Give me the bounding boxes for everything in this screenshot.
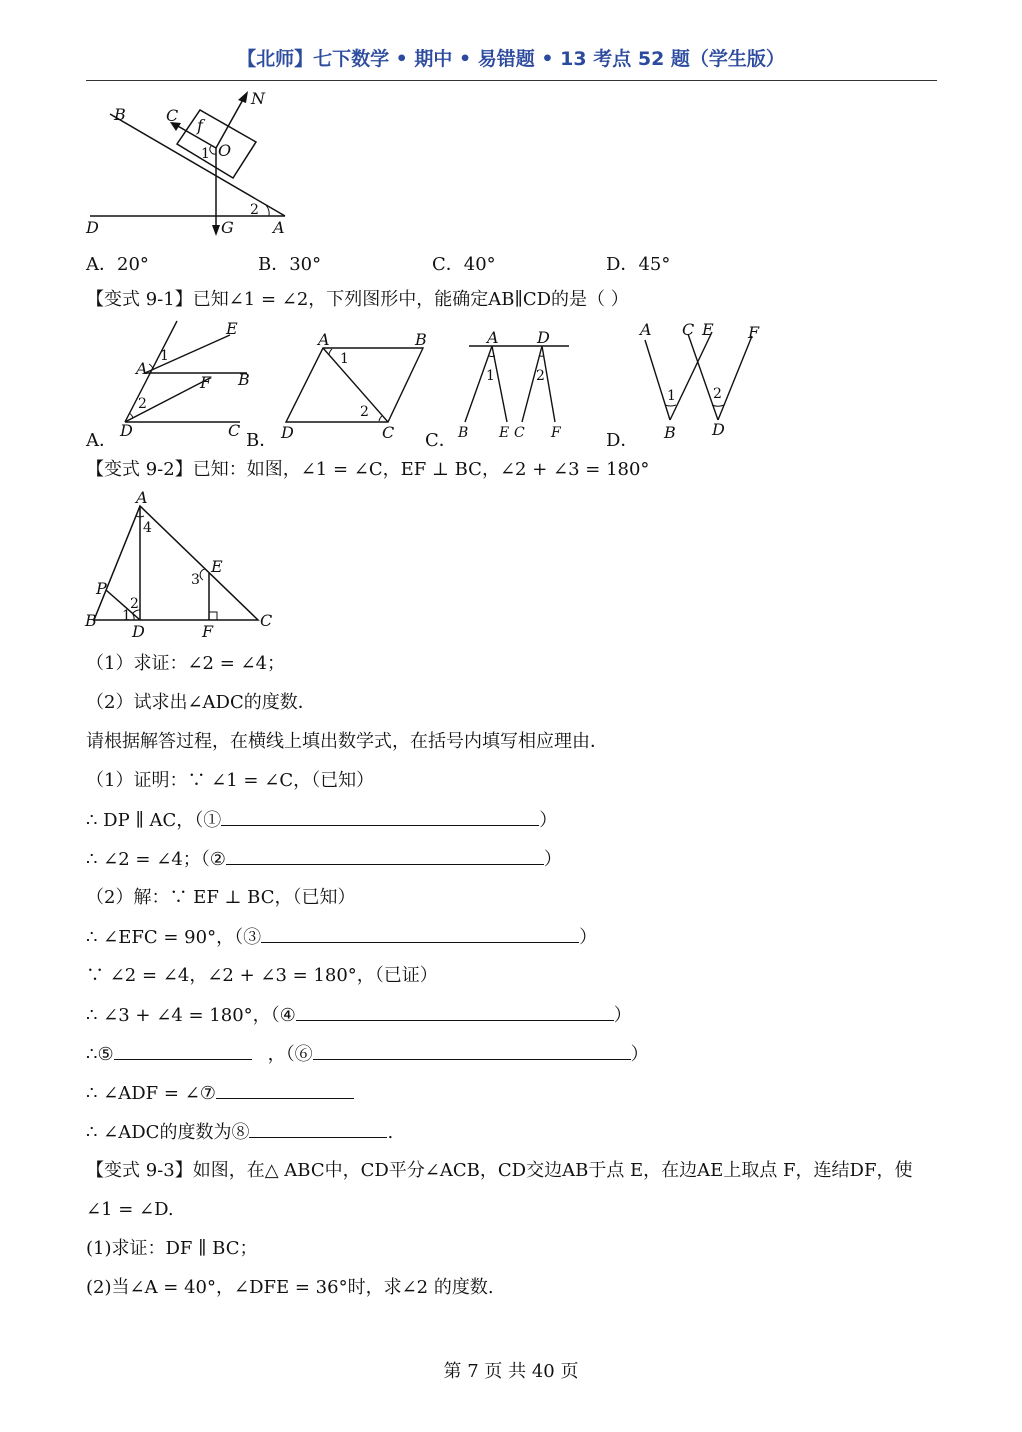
figd-A: A [640,320,652,339]
label-O: O [218,141,232,160]
q9-option-b: B．30° [258,254,322,275]
figa-C: C [228,421,241,440]
figa-1: 1 [160,348,169,364]
figb-B: B [415,330,427,349]
figb-D: D [281,423,294,442]
v92-4: 4 [143,520,152,536]
v92-proof-2: ∴ DP ∥ AC，（① ） [86,807,557,834]
v92-proof-7: ∴ ∠3 + ∠4 = 180°，（④ ） [86,1002,632,1029]
figa-2: 2 [138,396,147,412]
v92-C: C [260,611,273,630]
v92-proof-1: （1）证明：∵ ∠1 = ∠C，（已知） [86,770,375,791]
v92-3: 3 [191,572,200,588]
figc-B: B [458,425,469,441]
v93-stem-1: 【变式 9-3】如图，在△ ABC中，CD平分∠ACB，CD交边AB于点 E，在边AE上取点 F，连结DF，使 [86,1160,913,1181]
v93-q2: (2)当∠A = 40°，∠DFE = 36°时，求∠2 的度数. [86,1277,494,1298]
v92-F: F [202,622,214,640]
figd-B: B [664,423,676,442]
v92-q2: （2）试求出∠ADC的度数． [86,692,316,713]
v92-proof-9: ∴ ∠ADF = ∠⑦ [86,1080,354,1107]
incline-figure [80,86,300,238]
blank-5[interactable] [114,1041,252,1060]
figc-1: 1 [486,368,495,384]
figd-F: F [748,323,760,342]
normal-arrowhead [238,91,248,103]
v91-figure-b [278,328,438,443]
figc-A: A [487,328,499,347]
gravity-arrowhead [212,225,220,236]
figd-D: D [712,420,725,439]
figb-2: 2 [360,404,369,420]
v93-stem-2: ∠1 = ∠D. [86,1199,174,1220]
q9-option-a: A．20° [86,254,149,275]
figb-C: C [382,423,395,442]
q9-option-d: D．45° [606,254,671,275]
figd-2: 2 [713,386,722,402]
v91-option-d: D． [606,430,639,451]
figb-A: A [318,330,330,349]
v92-instr: 请根据解答过程，在横线上填出数学式，在括号内填写相应理由． [86,731,608,752]
v91-option-a: A． [86,430,117,451]
v91-stem: 【变式 9-1】已知∠1 = ∠2，下列图形中，能确定AB∥CD的是（ ） [86,289,629,310]
v92-q1: （1）求证：∠2 = ∠4； [86,653,286,674]
page-footer: 第 7 页 共 40 页 [443,1361,579,1382]
label-D: D [86,218,99,237]
figc-C: C [514,425,525,441]
v92-proof-3: ∴ ∠2 = ∠4；（② ） [86,846,562,873]
blank-4[interactable] [296,1002,614,1021]
v92-stem: 【变式 9-2】已知：如图，∠1 = ∠C，EF ⊥ BC，∠2 + ∠3 = 180° [86,459,650,480]
label-A: A [273,218,285,237]
label-1: 1 [201,146,210,162]
blank-3[interactable] [261,924,579,943]
v91-figure-a [110,318,255,443]
figa-B: B [238,370,250,389]
figc-F: F [551,425,561,441]
q9-option-c: C．40° [432,254,496,275]
v92-1: 1 [122,608,131,624]
v92-proof-8: ∴⑤ ，（⑥ ） [86,1041,649,1068]
v92-figure [80,488,280,640]
label-N: N [251,89,265,108]
v92-proof-10: ∴ ∠ADC的度数为⑧ . [86,1119,393,1146]
figb-1: 1 [340,351,349,367]
figd-C: C [682,320,695,339]
figa-E: E [226,319,238,338]
v92-A: A [136,488,148,507]
page-header: 【北师】七下数学 • 期中 • 易错题 • 13 考点 52 题（学生版） [237,48,785,70]
v92-E: E [211,557,223,576]
label-2: 2 [250,202,259,218]
figc-E: E [499,425,510,441]
figa-A: A [136,359,148,378]
v91-option-b: B． [246,430,278,451]
figa-D: D [120,421,133,440]
blank-1[interactable] [221,807,539,826]
label-f: f [197,116,203,135]
v92-D: D [132,622,145,640]
v92-2: 2 [130,596,139,612]
label-G: G [221,218,234,237]
figc-2: 2 [536,368,545,384]
blank-8[interactable] [249,1119,387,1138]
v92-proof-6: ∵ ∠2 = ∠4，∠2 + ∠3 = 180°，（已证） [86,965,438,986]
header-rule [86,80,937,81]
figa-F: F [200,373,212,392]
v92-proof-5: ∴ ∠EFC = 90°，（③ ） [86,924,597,951]
blank-2[interactable] [226,846,544,865]
v91-option-c: C． [425,430,457,451]
label-B: B [114,105,126,124]
v93-q1: (1)求证：DF ∥ BC； [86,1238,258,1259]
figd-E: E [702,320,714,339]
v92-B: B [85,611,97,630]
blank-6[interactable] [313,1041,631,1060]
label-C: C [166,106,179,125]
v91-figure-d [632,318,772,443]
blank-7[interactable] [216,1080,354,1099]
figd-1: 1 [667,388,676,404]
v91-figure-c [455,328,575,443]
v92-P: P [96,579,107,598]
v92-proof-4: （2）解：∵ EF ⊥ BC，（已知） [86,887,356,908]
figc-D: D [537,328,550,347]
